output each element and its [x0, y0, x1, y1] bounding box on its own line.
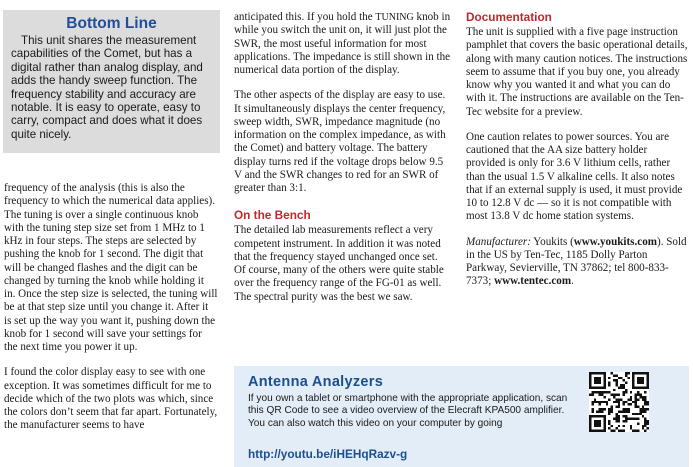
manufacturer-label: Manufacturer:: [466, 235, 531, 248]
column2-paragraph-1: [234, 11, 451, 77]
manufacturer-name: Youkits (: [533, 235, 574, 248]
manufacturer-end: .: [571, 275, 574, 288]
qr-code-icon[interactable]: [589, 372, 649, 432]
ad-body: If you own a tablet or smartphone with the appropriate application, scan this QR Code to see a video overview of the Elecraft KPA500 amplifier. You can also watch this video on your computer by going: [248, 393, 568, 429]
column3-paragraph-2: One caution relates to power sources. You are cautioned that the AA size battery holder provided is only for 3.6 V lithium cells, rather than the usual 1.5 V alkaline cells. It also notes that if an external supply is used, it must provide 10 to 12.8 V dc — so it is not compatible with most 13.8 V dc home station systems.: [466, 130, 683, 223]
column1-paragraph-1: frequency of the analysis (this is also the frequency to which the numerical data applies). The tuning is over a single continuous knob with the tuning step size set from 1 MHz to 1 kHz in four steps. The steps are selected by pushing the knob for 1 second. The digit that will be changed flashes and the digit can be changed by turning the knob while holding it in. Once the step size is selected, the tuning will be at that step size until you change it. After it is set up the way you want it, pushing down the knob for 1 second will save your settings for the next time you power it up.: [4, 182, 218, 353]
column1-paragraph-2: I found the color display easy to see with one exception. It was sometimes difficult for me to decide which of the two plots was which, since the colors don’t seem that far apart. Fortunately, the manufacturer seems to have: [4, 366, 218, 432]
on-the-bench-heading: On the Bench: [234, 208, 311, 223]
tuning-knob-label: TUNING: [375, 12, 414, 23]
column2-p1-after: knob in while you switch the unit on, it will just plot the SWR, the most useful information for most applications. The impedance is still shown in the numerical data portion of the display.: [234, 11, 451, 76]
documentation-heading: Documentation: [466, 10, 552, 24]
manufacturer-details: ). Sold in the US by Ten-Tec, 1185 Dolly Parton Parkway, Sevierville, TN 37862; tel 800-833-7373;: [466, 235, 687, 288]
antenna-analyzers-ad: [234, 366, 689, 467]
column2-paragraph-2: The other aspects of the display are easy to use. It simultaneously displays the center frequency, sweep width, SWR, impedance magnitude (no information on the complex impedance, as with the Comet) and battery voltage. The battery display turns red if the voltage drops below 9.5 V and the SWR changes to red for an SWR of greater than 3:1.: [234, 89, 446, 194]
youkits-link[interactable]: www.youkits.com: [573, 235, 657, 248]
sidebar-title: Bottom Line: [66, 15, 157, 32]
video-link[interactable]: http://youtu.be/iHEHqRazv-g: [248, 447, 408, 461]
bottom-line-sidebar: [3, 10, 220, 153]
column2-p1-before: anticipated this. If you hold the: [234, 11, 373, 23]
column-3: [466, 9, 688, 289]
column3-paragraph-1: The unit is supplied with a five page instruction pamphlet that covers the basic operational details, along with many caution notices. The instructions seem to assume that if you buy one, you already know why you wanted it and what you can do with it. The instructions are available on the Ten-Tec website for a preview.: [466, 26, 688, 118]
tentec-link[interactable]: www.tentec.com: [494, 275, 572, 288]
column-1: [4, 182, 218, 433]
ad-title: Antenna Analyzers: [248, 374, 384, 390]
column2-paragraph-3: The detailed lab measurements reflect a very competent instrument. In addition it was noted that the frequency stayed unchanged once set. Of course, many of the others were quite stable over the frequency range of the FG-01 as well. The spectral purity was the best we saw.: [234, 224, 444, 303]
column-2: [234, 11, 451, 304]
sidebar-text: This unit shares the measurement capabilities of the Comet, but has a digital rather than analog display, and adds the handy sweep function. The frequency stability and accuracy are notable. It is easy to operate, easy to carry, compact and does what it does quite nicely.: [11, 34, 203, 141]
manufacturer-info: [466, 236, 688, 289]
